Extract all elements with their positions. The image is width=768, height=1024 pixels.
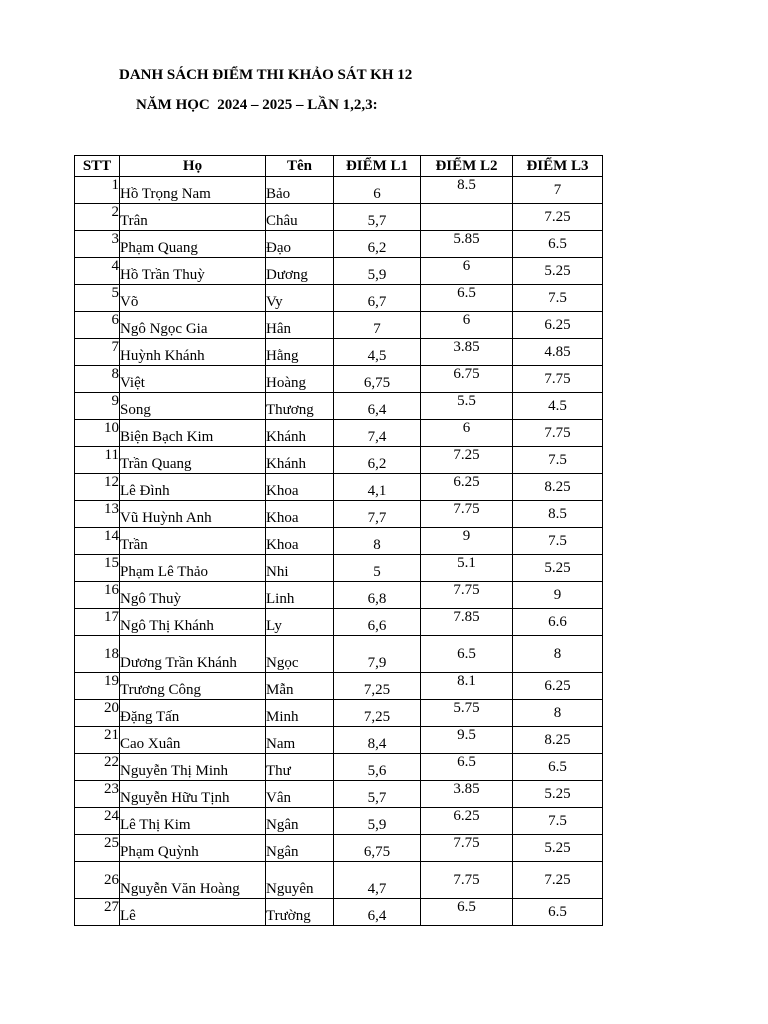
- cell-diem-l2: 6: [421, 258, 513, 285]
- cell-diem-l1: 7,4: [334, 420, 421, 447]
- cell-diem-l1: 6: [334, 177, 421, 204]
- table-row: [75, 555, 603, 582]
- cell-ten: Ngân: [266, 835, 334, 862]
- cell-diem-l2: 7.75: [421, 862, 513, 899]
- table-row: [75, 528, 603, 555]
- cell-ho: Nguyễn Thị Minh: [120, 754, 266, 781]
- table-row: [75, 609, 603, 636]
- cell-stt: 23: [75, 781, 120, 808]
- cell-diem-l2: 7.75: [421, 835, 513, 862]
- cell-ten: Nhi: [266, 555, 334, 582]
- cell-diem-l2: [421, 204, 513, 231]
- cell-diem-l1: 5,6: [334, 754, 421, 781]
- cell-stt: 25: [75, 835, 120, 862]
- cell-diem-l3: 7: [513, 177, 603, 204]
- header-stt: STT: [75, 156, 120, 177]
- cell-ten: Châu: [266, 204, 334, 231]
- cell-diem-l1: 7,9: [334, 636, 421, 673]
- cell-ten: Thư: [266, 754, 334, 781]
- cell-ho: Phạm Quỳnh: [120, 835, 266, 862]
- cell-diem-l3: 7.5: [513, 528, 603, 555]
- cell-ho: Trương Công: [120, 673, 266, 700]
- cell-stt: 10: [75, 420, 120, 447]
- cell-ten: Khoa: [266, 501, 334, 528]
- cell-ho: Lê Thị Kim: [120, 808, 266, 835]
- cell-stt: 1: [75, 177, 120, 204]
- cell-diem-l3: 7.5: [513, 285, 603, 312]
- cell-ho: Trần: [120, 528, 266, 555]
- cell-ho: Ngô Ngọc Gia: [120, 312, 266, 339]
- header-diem-l1: ĐIỂM L1: [334, 156, 421, 177]
- cell-diem-l2: 7.25: [421, 447, 513, 474]
- cell-ten: Vy: [266, 285, 334, 312]
- cell-diem-l2: 6.5: [421, 285, 513, 312]
- cell-ten: Bảo: [266, 177, 334, 204]
- header-diem-l3: ĐIỂM L3: [513, 156, 603, 177]
- table-row: [75, 285, 603, 312]
- cell-stt: 16: [75, 582, 120, 609]
- cell-ten: Khánh: [266, 447, 334, 474]
- cell-ten: Dương: [266, 258, 334, 285]
- cell-ten: Minh: [266, 700, 334, 727]
- cell-stt: 4: [75, 258, 120, 285]
- cell-diem-l2: 3.85: [421, 781, 513, 808]
- cell-diem-l3: 7.5: [513, 447, 603, 474]
- cell-diem-l3: 5.25: [513, 835, 603, 862]
- cell-ho: Nguyễn Hữu Tịnh: [120, 781, 266, 808]
- cell-diem-l3: 6.5: [513, 231, 603, 258]
- cell-diem-l3: 5.25: [513, 555, 603, 582]
- cell-stt: 3: [75, 231, 120, 258]
- cell-diem-l2: 5.75: [421, 700, 513, 727]
- cell-stt: 27: [75, 899, 120, 926]
- cell-diem-l3: 5.25: [513, 258, 603, 285]
- cell-ho: Ngô Thuỳ: [120, 582, 266, 609]
- cell-stt: 14: [75, 528, 120, 555]
- cell-diem-l1: 7,25: [334, 673, 421, 700]
- table-row: [75, 835, 603, 862]
- document-subtitle: NĂM HỌC 2024 – 2025 – LẦN 1,2,3:: [136, 97, 378, 113]
- cell-stt: 12: [75, 474, 120, 501]
- cell-diem-l3: 6.5: [513, 754, 603, 781]
- cell-ho: Ngô Thị Khánh: [120, 609, 266, 636]
- cell-diem-l1: 5,9: [334, 808, 421, 835]
- cell-diem-l3: 4.5: [513, 393, 603, 420]
- cell-ten: Hoàng: [266, 366, 334, 393]
- cell-stt: 9: [75, 393, 120, 420]
- cell-diem-l1: 5,9: [334, 258, 421, 285]
- cell-stt: 26: [75, 862, 120, 899]
- cell-ho: Phạm Quang: [120, 231, 266, 258]
- table-row: [75, 393, 603, 420]
- cell-diem-l2: 5.5: [421, 393, 513, 420]
- cell-diem-l3: 6.25: [513, 673, 603, 700]
- table-row: [75, 808, 603, 835]
- cell-ho: Hồ Trọng Nam: [120, 177, 266, 204]
- cell-stt: 13: [75, 501, 120, 528]
- cell-ten: Nguyên: [266, 862, 334, 899]
- cell-ten: Thương: [266, 393, 334, 420]
- cell-ten: Ly: [266, 609, 334, 636]
- table-row: [75, 258, 603, 285]
- cell-ten: Ngân: [266, 808, 334, 835]
- cell-ten: Vân: [266, 781, 334, 808]
- table-row: [75, 754, 603, 781]
- cell-diem-l1: 4,1: [334, 474, 421, 501]
- cell-ho: Song: [120, 393, 266, 420]
- cell-diem-l2: 6.5: [421, 636, 513, 673]
- cell-stt: 8: [75, 366, 120, 393]
- cell-diem-l1: 6,4: [334, 393, 421, 420]
- cell-stt: 19: [75, 673, 120, 700]
- cell-diem-l1: 7,25: [334, 700, 421, 727]
- table-row: [75, 312, 603, 339]
- cell-diem-l2: 7.75: [421, 501, 513, 528]
- table-row: [75, 501, 603, 528]
- cell-stt: 15: [75, 555, 120, 582]
- cell-stt: 20: [75, 700, 120, 727]
- cell-diem-l3: 5.25: [513, 781, 603, 808]
- cell-stt: 5: [75, 285, 120, 312]
- table-row: [75, 582, 603, 609]
- cell-diem-l2: 6.25: [421, 808, 513, 835]
- table-row: [75, 474, 603, 501]
- cell-stt: 11: [75, 447, 120, 474]
- cell-ten: Đạo: [266, 231, 334, 258]
- cell-diem-l3: 4.85: [513, 339, 603, 366]
- cell-diem-l3: 7.5: [513, 808, 603, 835]
- cell-stt: 17: [75, 609, 120, 636]
- cell-diem-l3: 6.25: [513, 312, 603, 339]
- table-row: [75, 447, 603, 474]
- cell-diem-l3: 8: [513, 700, 603, 727]
- cell-diem-l2: 3.85: [421, 339, 513, 366]
- cell-ten: Trường: [266, 899, 334, 926]
- cell-diem-l3: 9: [513, 582, 603, 609]
- cell-diem-l1: 6,8: [334, 582, 421, 609]
- cell-diem-l2: 5.85: [421, 231, 513, 258]
- cell-diem-l1: 6,75: [334, 366, 421, 393]
- cell-ten: Linh: [266, 582, 334, 609]
- table-row: [75, 420, 603, 447]
- cell-diem-l3: 8.25: [513, 474, 603, 501]
- cell-ho: Trần Quang: [120, 447, 266, 474]
- header-ho: Họ: [120, 156, 266, 177]
- document-title: DANH SÁCH ĐIỂM THI KHẢO SÁT KH 12: [119, 67, 413, 83]
- cell-diem-l2: 6.25: [421, 474, 513, 501]
- cell-diem-l1: 8,4: [334, 727, 421, 754]
- cell-diem-l1: 6,75: [334, 835, 421, 862]
- cell-diem-l3: 8.25: [513, 727, 603, 754]
- table-row: [75, 700, 603, 727]
- cell-diem-l3: 8.5: [513, 501, 603, 528]
- cell-diem-l2: 8.5: [421, 177, 513, 204]
- cell-ho: Đặng Tấn: [120, 700, 266, 727]
- cell-diem-l3: 7.75: [513, 366, 603, 393]
- cell-diem-l2: 9.5: [421, 727, 513, 754]
- cell-ten: Khoa: [266, 474, 334, 501]
- cell-diem-l2: 6.75: [421, 366, 513, 393]
- table-header-row: [75, 156, 603, 177]
- table-row: [75, 366, 603, 393]
- table-row: [75, 899, 603, 926]
- cell-diem-l3: 6.5: [513, 899, 603, 926]
- table-row: [75, 177, 603, 204]
- header-diem-l2: ĐIỂM L2: [421, 156, 513, 177]
- cell-ten: Nam: [266, 727, 334, 754]
- table-row: [75, 636, 603, 673]
- cell-ho: Biện Bạch Kim: [120, 420, 266, 447]
- table-body: [75, 177, 603, 926]
- table-row: [75, 781, 603, 808]
- cell-diem-l3: 8: [513, 636, 603, 673]
- cell-diem-l2: 7.75: [421, 582, 513, 609]
- cell-ho: Nguyễn Văn Hoàng: [120, 862, 266, 899]
- cell-diem-l1: 5,7: [334, 204, 421, 231]
- cell-ten: Hân: [266, 312, 334, 339]
- cell-ho: Võ: [120, 285, 266, 312]
- cell-diem-l1: 6,2: [334, 231, 421, 258]
- cell-ho: Trân: [120, 204, 266, 231]
- cell-diem-l1: 5,7: [334, 781, 421, 808]
- table-row: [75, 673, 603, 700]
- cell-diem-l1: 6,6: [334, 609, 421, 636]
- cell-diem-l2: 9: [421, 528, 513, 555]
- cell-ten: Khoa: [266, 528, 334, 555]
- cell-diem-l3: 7.25: [513, 204, 603, 231]
- cell-diem-l1: 6,7: [334, 285, 421, 312]
- cell-stt: 2: [75, 204, 120, 231]
- cell-diem-l1: 4,7: [334, 862, 421, 899]
- cell-diem-l3: 7.75: [513, 420, 603, 447]
- cell-ho: Huỳnh Khánh: [120, 339, 266, 366]
- grades-table: [74, 155, 603, 926]
- cell-stt: 18: [75, 636, 120, 673]
- cell-diem-l1: 6,2: [334, 447, 421, 474]
- table-row: [75, 231, 603, 258]
- cell-diem-l2: 6.5: [421, 899, 513, 926]
- cell-stt: 24: [75, 808, 120, 835]
- cell-diem-l3: 7.25: [513, 862, 603, 899]
- cell-diem-l2: 8.1: [421, 673, 513, 700]
- cell-ten: Hằng: [266, 339, 334, 366]
- cell-ho: Lê: [120, 899, 266, 926]
- cell-diem-l2: 7.85: [421, 609, 513, 636]
- cell-stt: 21: [75, 727, 120, 754]
- table-row: [75, 204, 603, 231]
- cell-diem-l2: 5.1: [421, 555, 513, 582]
- cell-diem-l1: 6,4: [334, 899, 421, 926]
- cell-diem-l1: 8: [334, 528, 421, 555]
- header-ten: Tên: [266, 156, 334, 177]
- cell-stt: 7: [75, 339, 120, 366]
- cell-ho: Hồ Trần Thuỳ: [120, 258, 266, 285]
- cell-ho: Dương Trần Khánh: [120, 636, 266, 673]
- cell-diem-l1: 5: [334, 555, 421, 582]
- cell-diem-l2: 6.5: [421, 754, 513, 781]
- cell-stt: 22: [75, 754, 120, 781]
- cell-diem-l1: 4,5: [334, 339, 421, 366]
- cell-ten: Ngọc: [266, 636, 334, 673]
- table-row: [75, 339, 603, 366]
- cell-stt: 6: [75, 312, 120, 339]
- cell-diem-l2: 6: [421, 312, 513, 339]
- table-row: [75, 727, 603, 754]
- cell-diem-l3: 6.6: [513, 609, 603, 636]
- cell-diem-l1: 7,7: [334, 501, 421, 528]
- cell-ho: Cao Xuân: [120, 727, 266, 754]
- cell-diem-l1: 7: [334, 312, 421, 339]
- cell-ho: Phạm Lê Thảo: [120, 555, 266, 582]
- cell-ten: Mẫn: [266, 673, 334, 700]
- cell-diem-l2: 6: [421, 420, 513, 447]
- cell-ten: Khánh: [266, 420, 334, 447]
- cell-ho: Vũ Huỳnh Anh: [120, 501, 266, 528]
- cell-ho: Việt: [120, 366, 266, 393]
- cell-ho: Lê Đình: [120, 474, 266, 501]
- table-row: [75, 862, 603, 899]
